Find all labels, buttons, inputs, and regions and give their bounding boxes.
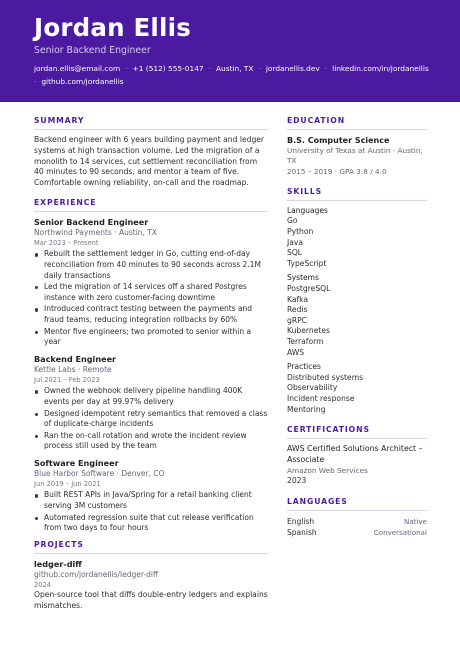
- job-dates: Jun 2019 – Jun 2021: [34, 480, 101, 489]
- side-column: [287, 116, 427, 539]
- skill-item: Mentoring: [287, 404, 326, 414]
- phone-text: +1 (512) 555-0147: [132, 64, 204, 73]
- skill-item: gRPC: [287, 315, 307, 325]
- certifications-section: [287, 425, 427, 486]
- contact-row: [34, 76, 426, 88]
- job-entry: [34, 458, 268, 534]
- job-title: Software Engineer: [34, 457, 119, 468]
- school-name: University of Texas at Austin · Austin, TX: [287, 146, 423, 166]
- degree-name: B.S. Computer Science: [287, 136, 390, 145]
- project-year: 2024: [34, 581, 52, 590]
- skill-item: Go: [287, 216, 298, 226]
- certification-issuer: Amazon Web Services: [287, 465, 368, 475]
- skill-item: Redis: [287, 305, 308, 315]
- skill-item: Java: [287, 237, 304, 247]
- skill-item: Kafka: [287, 294, 309, 304]
- section-heading: SUMMARY: [34, 116, 268, 130]
- job-title: Backend Engineer: [34, 353, 117, 364]
- skill-group-label: Systems: [287, 273, 319, 283]
- bullet-item: Owned the webhook delivery pipeline handling 400K events per day at 99.97% delivery: [34, 386, 268, 407]
- language-row: [287, 516, 427, 528]
- bullet-item: Automated regression suite that cut release verification from two days to four hours: [34, 513, 268, 534]
- contact-separator: ·: [125, 64, 128, 73]
- skill-item: PostgreSQL: [287, 284, 331, 294]
- experience-section: [34, 198, 268, 534]
- bullet-item: Ran the on-call rotation and wrote the incident review process still used by the team: [34, 431, 268, 452]
- language-name: English: [287, 516, 315, 526]
- skill-group-label: Practices: [287, 362, 321, 372]
- skill-item: SQL: [287, 248, 303, 258]
- bullet-item: Led the migration of 14 services off a shared Postgres instance with zero customer-facing downtime: [34, 282, 268, 303]
- section-heading: EDUCATION: [287, 116, 427, 130]
- project-link[interactable]: github.com/jordanellis/ledger-diff: [34, 569, 159, 579]
- job-company: Kettle Labs · Remote: [34, 364, 112, 374]
- skill-item: AWS: [287, 347, 305, 357]
- job-dates: Mar 2023 – Present: [34, 239, 99, 248]
- job-dates: Jul 2021 – Feb 2023: [34, 376, 100, 385]
- section-heading: SKILLS: [287, 187, 427, 201]
- language-level: Native: [404, 516, 427, 526]
- certification-name: AWS Certified Solutions Architect – Associate: [287, 444, 423, 464]
- job-title: Senior Backend Engineer: [34, 216, 149, 227]
- contact-info: [34, 63, 429, 88]
- job-bullets: [34, 490, 268, 533]
- project-name: ledger-diff: [34, 558, 82, 569]
- contact-separator: ·: [34, 77, 37, 86]
- bullet-item: Built REST APIs in Java/Spring for a retail banking client serving 3M customers: [34, 490, 268, 511]
- skill-item: Incident response: [287, 393, 355, 403]
- linkedin-link[interactable]: linkedin.com/in/jordanellis: [332, 64, 429, 73]
- job-bullets: [34, 249, 268, 347]
- summary-text: Backend engineer with 6 years building payment and ledger systems at high transaction volume. Led the migration of a monolith to 14 services, cut settlement reconciliation from 40 minutes to 90 seconds, and mentor a team of five. Comfortable owning reliability, on-call and the roadmap.: [34, 135, 265, 188]
- bullet-item: Introduced contract testing between the payments and fraud teams, reducing integration rollbacks by 60%: [34, 304, 268, 325]
- summary-section: [34, 116, 268, 189]
- email-link[interactable]: jordan.ellis@email.com: [34, 64, 121, 73]
- section-heading: EXPERIENCE: [34, 198, 268, 212]
- job-company: Northwind Payments · Austin, TX: [34, 227, 158, 237]
- skills-section: [287, 187, 427, 415]
- candidate-title: Senior Backend Engineer: [34, 45, 151, 56]
- contact-separator: ·: [258, 64, 261, 73]
- main-column: [34, 116, 268, 612]
- bullet-item: Rebuilt the settlement ledger in Go, cutting end-of-day reconciliation from 40 minutes to 90 seconds across 2.1M daily transactions: [34, 249, 268, 281]
- language-row: [287, 527, 427, 539]
- job-company: Blue Harbor Software · Denver, CO: [34, 468, 165, 478]
- bullet-item: Mentor five engineers; two promoted to senior within a year: [34, 327, 268, 348]
- project-description: Open-source tool that diffs double-entry ledgers and explains mismatches.: [34, 590, 268, 611]
- skill-item: Distributed systems: [287, 372, 364, 382]
- contact-separator: ·: [324, 64, 328, 73]
- education-section: [287, 116, 427, 177]
- candidate-name: Jordan Ellis: [34, 13, 191, 42]
- github-link[interactable]: github.com/jordanellis: [41, 77, 124, 86]
- skill-item: Python: [287, 227, 314, 237]
- section-heading: PROJECTS: [34, 540, 268, 554]
- bullet-item: Designed idempotent retry semantics that removed a class of duplicate-charge incidents: [34, 409, 268, 430]
- projects-section: [34, 540, 268, 612]
- education-details: 2015 – 2019 · GPA 3.8 / 4.0: [287, 166, 387, 176]
- certification-year: 2023: [287, 476, 307, 486]
- job-bullets: [34, 386, 268, 452]
- skill-group-label: Languages: [287, 205, 328, 215]
- languages-section: [287, 497, 427, 539]
- contact-row: [34, 63, 429, 75]
- job-entry: [34, 217, 268, 348]
- skill-item: Observability: [287, 383, 338, 393]
- language-level: Conversational: [373, 528, 427, 538]
- website-link[interactable]: jordanellis.dev: [265, 64, 320, 73]
- section-heading: CERTIFICATIONS: [287, 425, 427, 439]
- skill-item: Terraform: [287, 337, 324, 347]
- location-text: Austin, TX: [215, 64, 254, 73]
- job-entry: [34, 354, 268, 452]
- section-heading: LANGUAGES: [287, 497, 427, 511]
- skill-item: TypeScript: [287, 258, 327, 268]
- resume-header: [0, 0, 460, 102]
- skill-item: Kubernetes: [287, 326, 330, 336]
- language-name: Spanish: [287, 528, 317, 538]
- contact-separator: ·: [208, 64, 211, 73]
